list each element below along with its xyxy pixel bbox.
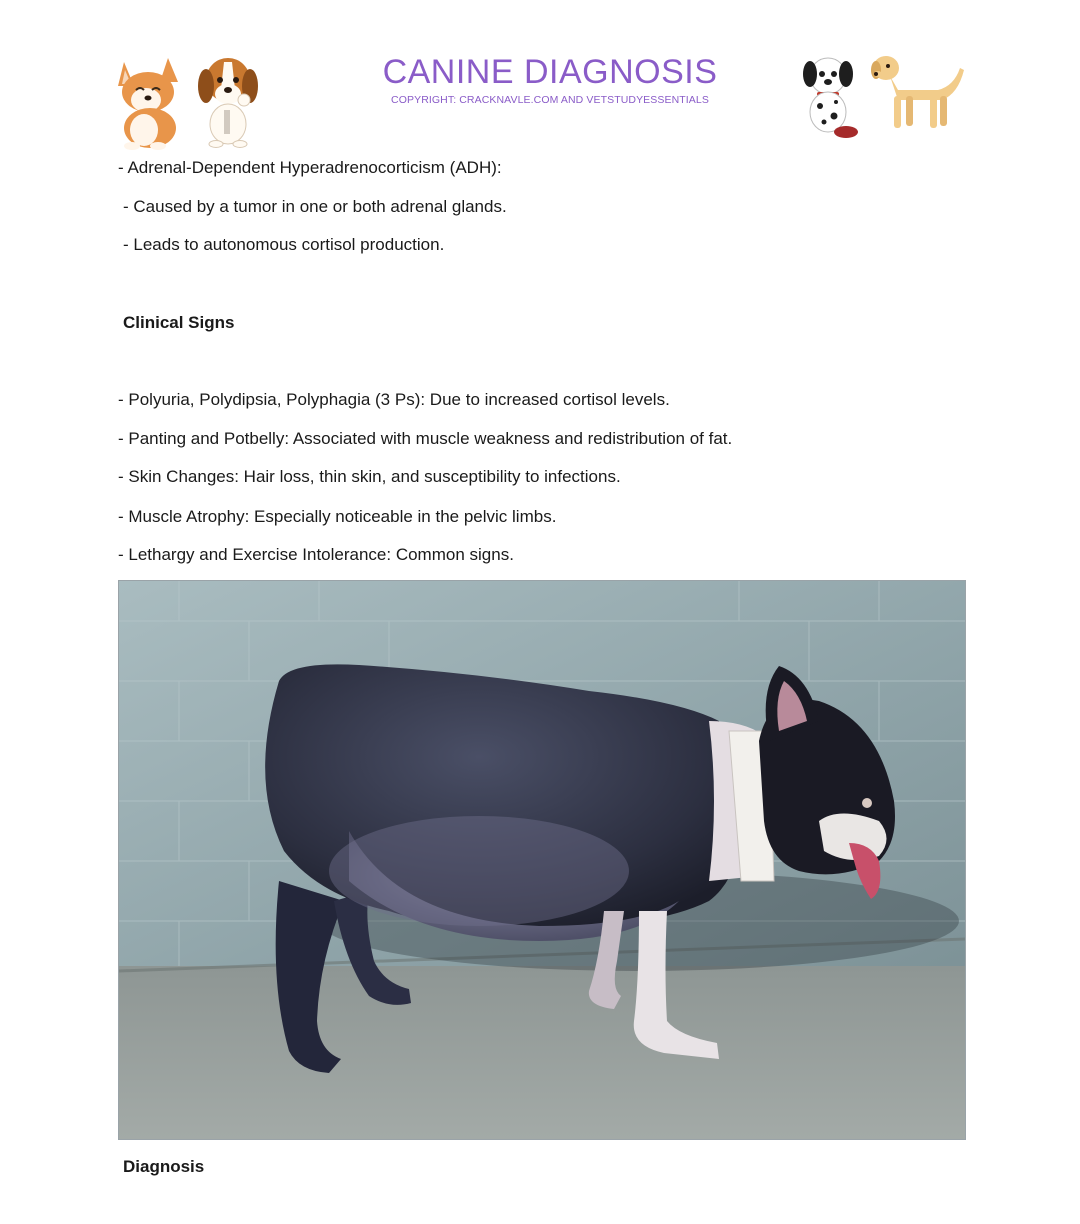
clinical-sign-item: - Lethargy and Exercise Intolerance: Common signs. [118, 545, 514, 564]
clinical-sign-item: - Panting and Potbelly: Associated with muscle weakness and redistribution of fat. [118, 429, 733, 448]
copyright-line: COPYRIGHT: CRACKNAVLE.COM AND VETSTUDYESSENTIALS [391, 94, 709, 106]
labrador-icon [868, 52, 968, 136]
title-block [330, 52, 770, 106]
intro-line-adh: - Adrenal-Dependent Hyperadrenocorticism (ADH): [118, 158, 502, 177]
diagnosis-heading: Diagnosis [123, 1157, 205, 1176]
intro-line-cause: - Caused by a tumor in one or both adrenal glands. [123, 197, 507, 216]
beagle-icon [196, 52, 262, 148]
dog-with-potbelly-photo [118, 580, 966, 1140]
corgi-icon [112, 52, 190, 150]
page-title: CANINE DIAGNOSIS [382, 53, 718, 91]
intro-line-effect: - Leads to autonomous cortisol production. [123, 235, 445, 254]
clinical-sign-item: - Muscle Atrophy: Especially noticeable in the pelvic limbs. [118, 507, 557, 526]
clinical-sign-item: - Polyuria, Polydipsia, Polyphagia (3 Ps): Due to increased cortisol levels. [118, 390, 670, 409]
dalmatian-icon [798, 52, 864, 142]
page-header [0, 0, 1080, 150]
clinical-sign-item: - Skin Changes: Hair loss, thin skin, and susceptibility to infections. [118, 467, 621, 486]
clinical-signs-heading: Clinical Signs [123, 313, 235, 332]
